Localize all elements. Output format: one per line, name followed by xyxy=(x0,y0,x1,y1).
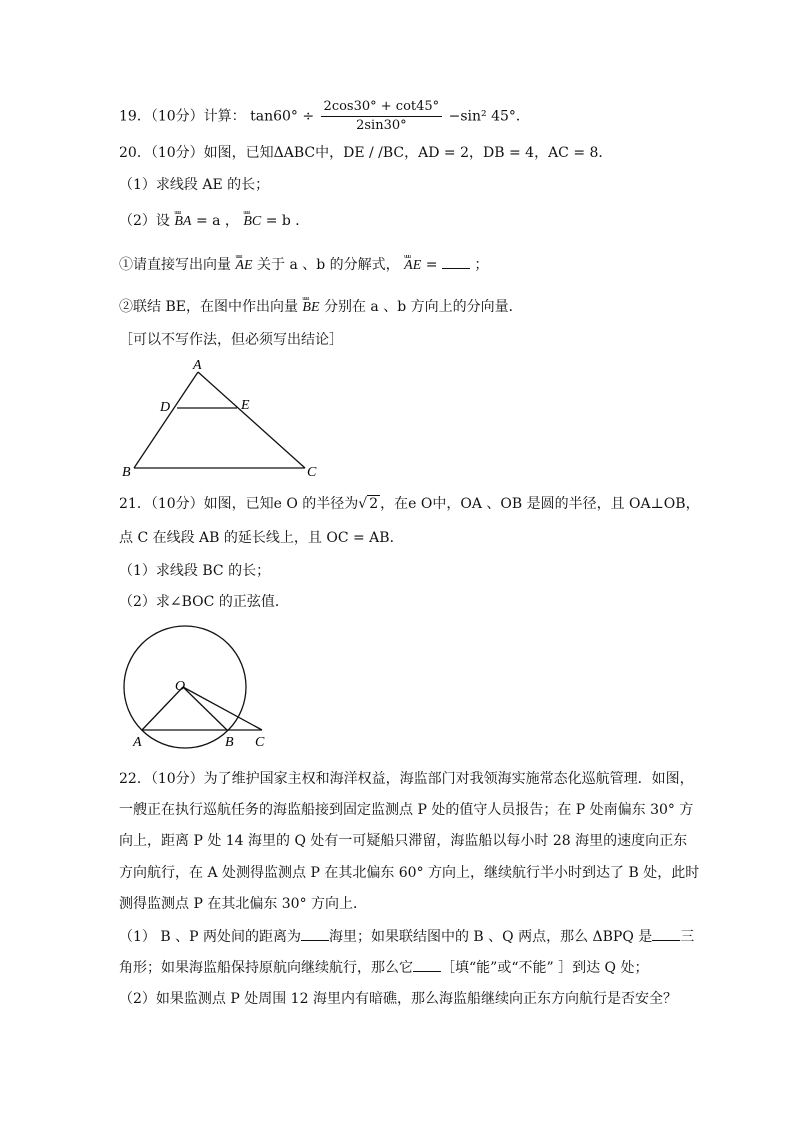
vector-ae-2: uuu AE xyxy=(404,256,421,276)
q22-line6 xyxy=(119,926,694,947)
label-a: A xyxy=(133,735,142,750)
q22-l6-b: 海里；如果联结图中的 B 、Q 两点，那么 ΔBPQ 是 xyxy=(328,929,653,945)
label-a: A xyxy=(193,358,202,373)
q22-line4: 方向航行，在 A 处测得监测点 P 在其北偏东 60° 方向上，继续航行半小时到达了 B 处，此时 xyxy=(119,865,700,881)
segment-oc xyxy=(183,687,262,730)
vector-be: uuu BE xyxy=(302,298,319,318)
answer-blank[interactable] xyxy=(442,254,470,269)
label-e: E xyxy=(241,398,250,413)
label-c: C xyxy=(307,465,317,480)
q20-sub2 xyxy=(119,297,523,318)
label-b: B xyxy=(122,465,131,480)
q20-p2-prefix: （2）设 xyxy=(119,213,170,229)
q19-prefix: 19．（10分）计算： xyxy=(119,108,246,125)
q22-l7-a: 角形；如果海监船保持原航向继续航行，那么它 xyxy=(119,960,413,976)
triangle-figure xyxy=(110,355,330,480)
q21-part1: （1）求线段 BC 的长； xyxy=(119,563,271,579)
q22-line8: （2）如果监测点 P 处周围 12 海里内有暗礁，那么海监船继续向正东方向航行是否安全？ xyxy=(119,991,677,1007)
q21-l1-a: 21．（10分）如图，已知e O 的半径为 xyxy=(119,496,359,512)
q22-l6-a: （1） B 、P 两处间的距离为 xyxy=(119,929,301,945)
side-ab xyxy=(134,372,198,468)
q22-line3: 向上，距离 P 处 14 海里的 Q 处有一可疑船只滞留，海监船以每小时 28 海里的速度向正东 xyxy=(119,833,688,849)
q20-s2-a: ②联结 BE，在图中作出向量 xyxy=(119,299,298,315)
q19-div: ÷ xyxy=(302,108,315,125)
q19-frac-den: 2sin30° xyxy=(356,118,407,133)
q20-s1-b: 关于 a 、b 的分解式， xyxy=(257,257,400,273)
q22-l6-c: 三 xyxy=(680,929,695,945)
q19-frac-num: 2cos30° + cot45° xyxy=(321,98,443,117)
label-c: C xyxy=(255,735,265,750)
q20-p2-eq1: = a ， xyxy=(195,213,239,229)
q20-head: 20．（10分）如图，已知ΔABC中，DE / /BC，AD = 2，DB = 4，AC = 8． xyxy=(119,145,613,161)
label-d: D xyxy=(160,400,171,415)
q20-s1-a: ①请直接写出向量 xyxy=(119,257,231,273)
q22-line1: 22．（10分）为了维护国家主权和海洋权益，海监部门对我领海实施常态化巡航管理．如图， xyxy=(119,771,694,787)
vector-ba: uuu BA xyxy=(174,212,191,232)
q20-part1: （1）求线段 AE 的长； xyxy=(119,177,270,193)
q19-line xyxy=(119,98,530,135)
q22-line7 xyxy=(119,957,648,978)
q19-tail: −sin² 45°． xyxy=(448,108,530,125)
answer-blank[interactable] xyxy=(652,926,680,941)
q20-sub1 xyxy=(119,254,488,276)
circle-figure xyxy=(115,620,280,752)
q21-part2: （2）求∠BOC 的正弦值． xyxy=(119,594,289,610)
q21-line2: 点 C 在线段 AB 的延长线上，且 OC = AB． xyxy=(119,530,404,546)
q20-note: ［可以不写作法，但必须写出结论］ xyxy=(119,332,343,348)
radius-ob xyxy=(183,687,227,730)
label-o: O xyxy=(175,679,186,694)
q20-part2 xyxy=(119,211,309,232)
vector-bc: uuu BC xyxy=(243,212,261,232)
side-ac xyxy=(198,372,305,468)
q20-p2-eq2: = b ． xyxy=(265,213,310,229)
q22-l7-b: ［填“能”或“不能” ］到达 Q 处； xyxy=(441,960,649,976)
q21-line1: 21．（10分）如图，已知e O 的半径为√ 2 ，在e O中，OA 、OB 是圆的半径，且 OA⊥OB， xyxy=(119,496,700,512)
q22-line5: 测得监测点 P 在其北偏东 30° 方向上． xyxy=(119,896,368,912)
q21-l1-b: ，在e O中，OA 、OB 是圆的半径，且 OA⊥OB， xyxy=(380,496,700,512)
q20-s1-d: ； xyxy=(474,257,489,273)
answer-blank[interactable] xyxy=(301,926,329,941)
q20-s2-b: 分别在 a 、b 方向上的分向量． xyxy=(323,299,523,315)
q19-fraction xyxy=(321,98,443,135)
vector-ae: uuu AE xyxy=(235,256,252,276)
answer-blank[interactable] xyxy=(413,957,441,972)
q20-s1-c: = xyxy=(425,257,438,273)
q22-line2: 一艘正在执行巡航任务的海监船接到固定监测点 P 处的值守人员报告；在 P 处南偏东 30° 方 xyxy=(119,802,694,818)
q21-sqrt: 2 xyxy=(369,496,379,512)
label-b: B xyxy=(225,735,234,750)
q19-tan: tan60° xyxy=(250,108,298,125)
